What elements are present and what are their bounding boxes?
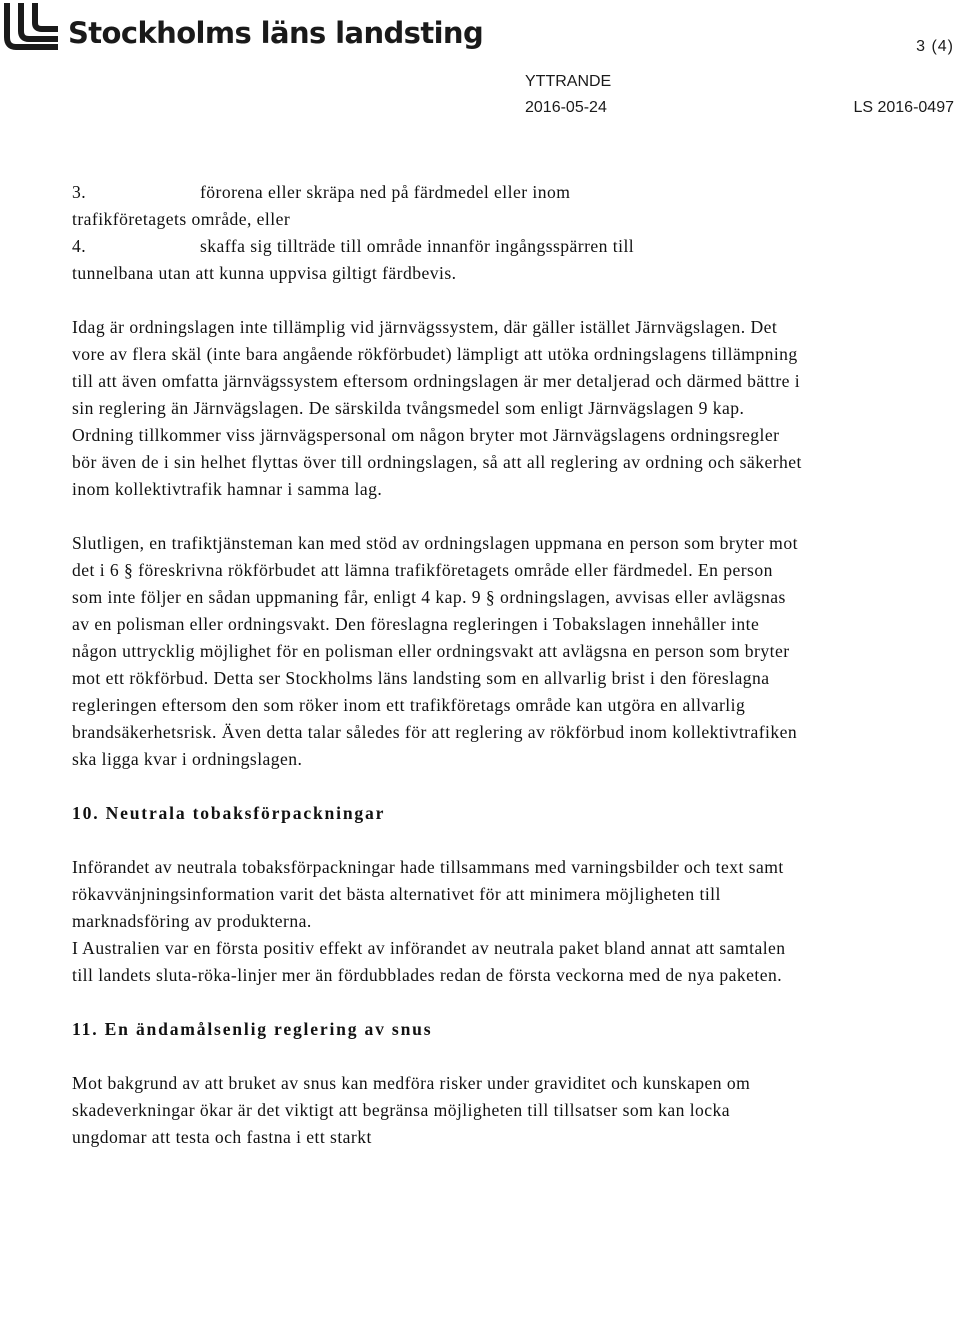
list-item-text: förorena eller skräpa ned på färdmedel eller inom: [200, 182, 571, 202]
list-item: [72, 179, 802, 206]
paragraph-australia: I Australien var en första positiv effekt av införandet av neutrala paket bland annat att samtalen till landets sluta-röka-linjer mer än fördubblades redan de första veckorna med de nya paketen.: [72, 938, 786, 985]
section-heading-11: 11. En ändamålsenlig reglering av snus: [72, 1019, 433, 1039]
organization-name: Stockholms läns landsting: [68, 15, 484, 50]
list-item-number: 4.: [72, 236, 87, 256]
paragraph-enforcement: Slutligen, en trafiktjänsteman kan med stöd av ordningslagen uppmana en person som bryter mot det i 6 § föreskrivna rökförbudet att lämna trafikföretagets område eller färdmedel. En person som inte följer en sådan uppmaning får, enligt 4 kap. 9 § ordningslagen, avvisas eller avlägsnas av en polisman eller ordningsvakt. Den föreslagna regleringen i Tobakslagen innehåller inte någon uttrycklig möjlighet för en polisman eller ordningsvakt att avlägsna en person som bryter mot ett rökförbud. Detta ser Stockholms läns landsting som en allvarlig brist i den föreslagna regleringen eftersom den som röker inom ett trafikföretags område kan utgöra en allvarlig brandsäkerhetsrisk. Även detta talar således för att reglering av rökförbud inom kollektivtrafiken ska ligga kvar i ordningslagen.: [72, 533, 798, 769]
paragraph-railway-systems: Idag är ordningslagen inte tillämplig vid järnvägssystem, där gäller istället Järnvägslagen. Det vore av flera skäl (inte bara angående rökförbudet) lämpligt att utöka ordningslagens tillämpning till att även omfatta järnvägssystem eftersom ordningslagen är mer detaljerad och därmed bättre i sin reglering än Järnvägslagen. De särskilda tvångsmedel som enligt Järnvägslagen 9 kap. Ordning tillkommer viss järnvägspersonal om någon bryter mot Järnvägslagens ordningsregler bör även de i sin helhet flyttas över till ordningslagen, så att all reglering av ordning och säkerhet inom kollektivtrafik hamnar i samma lag.: [72, 317, 802, 499]
section-heading-10: 10. Neutrala tobaksförpackningar: [72, 803, 386, 823]
list-item-continuation: trafikföretagets område, eller: [72, 209, 291, 229]
document-reference: LS 2016-0497: [853, 99, 954, 116]
document-type: YTTRANDE: [525, 73, 612, 90]
paragraph-snus: Mot bakgrund av att bruket av snus kan medföra risker under graviditet och kunskapen om skadeverkningar ökar är det viktigt att begränsa möjligheten till tillsatser som kan locka ungdomar att testa och fastna i ett starkt: [72, 1073, 751, 1147]
list-item-continuation: tunnelbana utan att kunna uppvisa giltigt färdbevis.: [72, 263, 457, 283]
list-item-number: 3.: [72, 182, 87, 202]
organization-logo: [2, 0, 483, 56]
list-item: [72, 233, 802, 260]
document-date: 2016-05-24: [525, 99, 607, 116]
document-body: [72, 179, 802, 1151]
sll-logo-mark-icon: [2, 3, 60, 53]
list-item-text: skaffa sig tillträde till område innanför ingångsspärren till: [200, 236, 635, 256]
paragraph-neutral-packaging: Införandet av neutrala tobaksförpackningar hade tillsammans med varningsbilder och text samt rökavvänjningsinformation varit det bästa alternativet för att minimera möjligheten till marknadsföring av produkterna.: [72, 857, 784, 931]
page-number: 3 (4): [916, 38, 954, 55]
